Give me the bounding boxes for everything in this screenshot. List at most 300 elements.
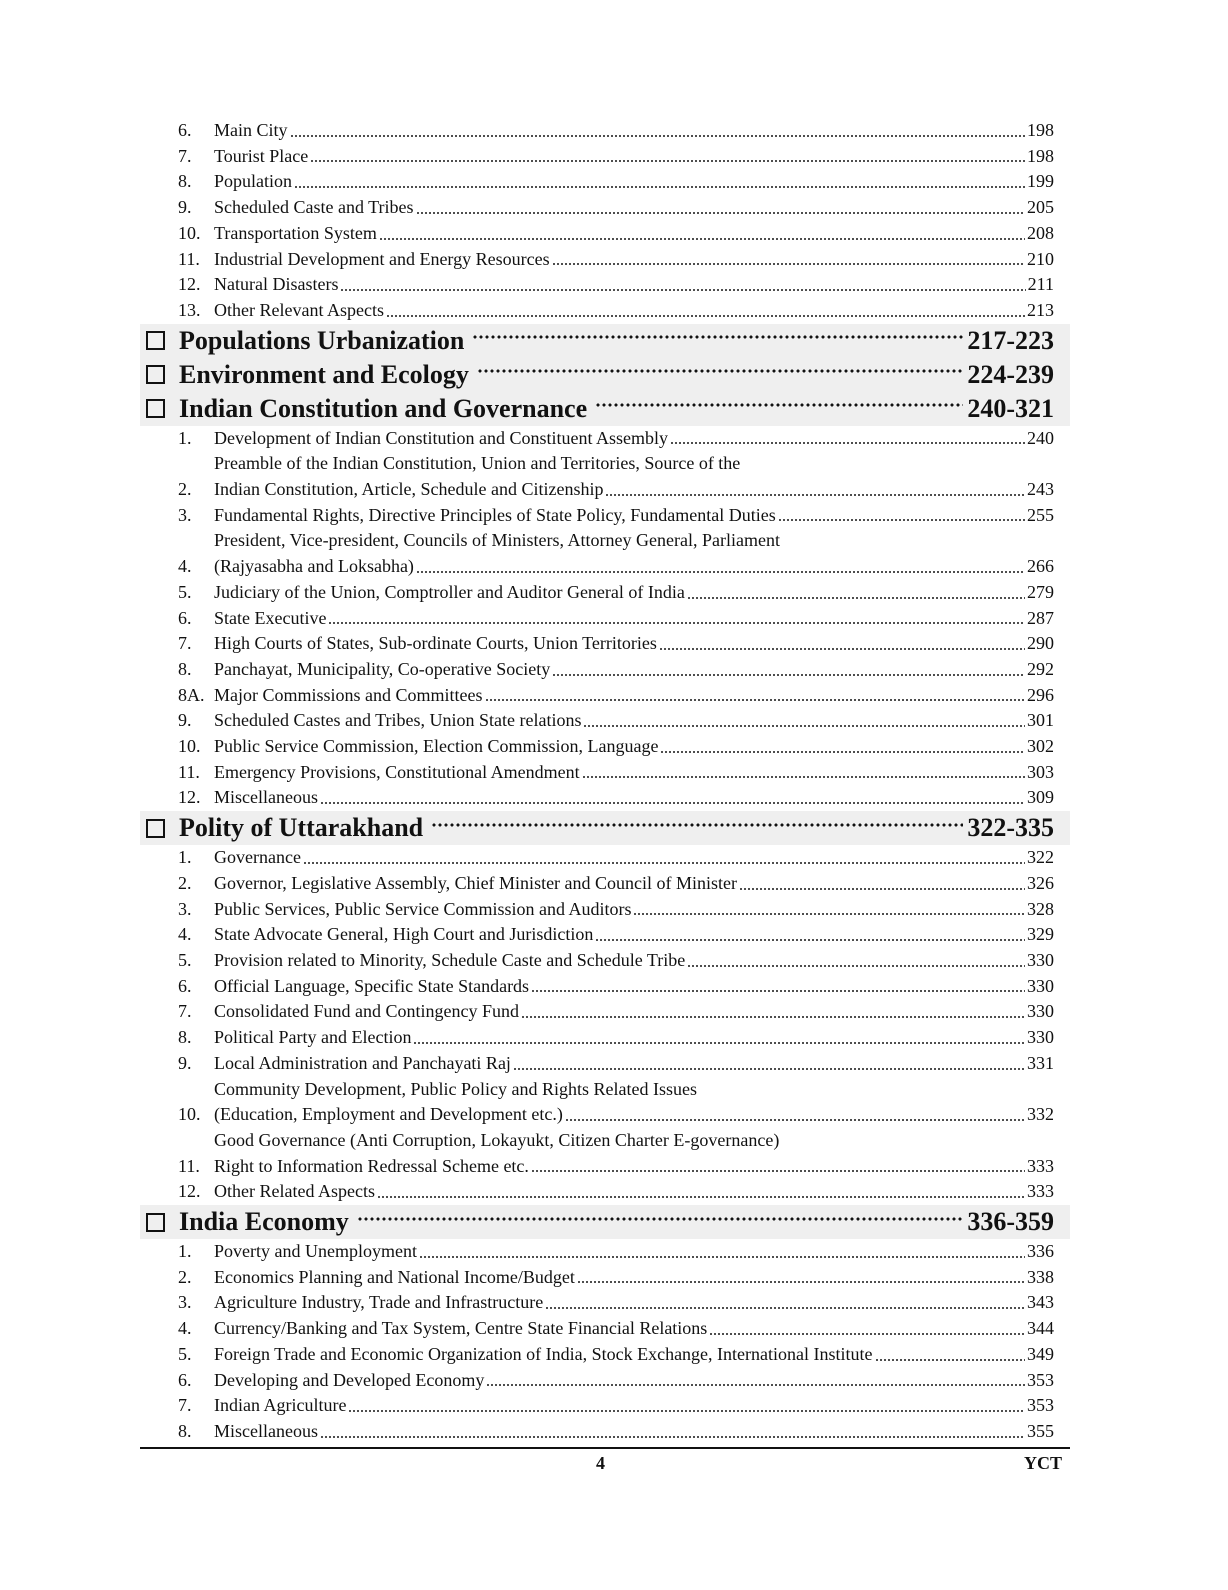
toc-entry xyxy=(140,1025,1070,1051)
entry-body xyxy=(214,1051,1054,1077)
entry-body xyxy=(214,1393,1054,1419)
entry-title: Governor, Legislative Assembly, Chief Minister and Council of Minister xyxy=(214,872,738,893)
leader-dots xyxy=(545,1306,1025,1310)
entry-line xyxy=(214,1368,1054,1394)
entry-page: 211 xyxy=(1027,274,1054,295)
entry-title: Judiciary of the Union, Comptroller and Auditor General of India xyxy=(214,581,685,602)
leader-dots xyxy=(290,134,1025,138)
entry-title: Public Services, Public Service Commission and Auditors xyxy=(214,898,632,919)
entry-line xyxy=(214,118,1054,144)
toc-entry xyxy=(140,221,1070,247)
entry-title: Other Related Aspects xyxy=(214,1181,375,1202)
entry-body xyxy=(214,1239,1054,1265)
entry-body xyxy=(214,221,1054,247)
leader-dots xyxy=(709,1332,1025,1336)
entry-number: 8. xyxy=(178,171,192,192)
entry-title-first-line: Preamble of the Indian Constitution, Union and Territories, Source of the xyxy=(214,453,741,474)
entry-page: 292 xyxy=(1027,658,1054,679)
entry-line xyxy=(214,1290,1054,1316)
entry-page: 333 xyxy=(1027,1181,1054,1202)
entry-number: 13. xyxy=(178,299,201,320)
entry-title: State Executive xyxy=(214,607,327,628)
entry-body xyxy=(214,897,1054,923)
entry-line xyxy=(214,631,1054,657)
toc-section xyxy=(140,811,1070,845)
toc-entry xyxy=(140,1239,1070,1265)
entry-line xyxy=(214,1265,1054,1291)
entry-body xyxy=(214,974,1054,1000)
entry-number: 8. xyxy=(178,1420,192,1441)
entry-line xyxy=(214,1154,1054,1180)
entry-title: High Courts of States, Sub-ordinate Courts, Union Territories xyxy=(214,633,657,654)
entry-body xyxy=(214,683,1054,709)
entry-number: 12. xyxy=(178,1181,201,1202)
entry-body xyxy=(214,708,1054,734)
entry-line xyxy=(214,554,1054,580)
entry-page: 279 xyxy=(1027,581,1054,602)
entry-title: Fundamental Rights, Directive Principles of State Policy, Fundamental Duties xyxy=(214,504,776,525)
entry-number: 8. xyxy=(178,1027,192,1048)
entry-line xyxy=(214,606,1054,632)
leader-dots xyxy=(320,801,1025,805)
entry-page: 330 xyxy=(1027,949,1054,970)
checkbox-square-icon xyxy=(146,331,165,350)
toc-entry xyxy=(140,1290,1070,1316)
leader-dots xyxy=(416,211,1026,215)
entry-page: 330 xyxy=(1027,1001,1054,1022)
toc-section xyxy=(140,1205,1070,1239)
leader-dots xyxy=(303,861,1025,865)
entry-page: 330 xyxy=(1027,975,1054,996)
entry-body xyxy=(214,272,1054,298)
entry-page: 213 xyxy=(1027,299,1054,320)
entry-body xyxy=(214,606,1054,632)
entry-body xyxy=(214,999,1054,1025)
leader-dots xyxy=(552,262,1025,266)
entry-title: Major Commissions and Committees xyxy=(214,684,483,705)
entry-number: 1. xyxy=(178,1241,192,1262)
entry-title: Main City xyxy=(214,120,288,140)
entry-line xyxy=(214,657,1054,683)
entry-body xyxy=(214,760,1054,786)
entry-line xyxy=(214,426,1054,452)
leader-dots xyxy=(582,775,1025,779)
toc-entry xyxy=(140,1316,1070,1342)
entry-body xyxy=(214,195,1054,221)
toc-entry xyxy=(140,922,1070,948)
entry-number: 8A. xyxy=(178,684,205,705)
entry-body xyxy=(214,118,1054,144)
entry-number: 4. xyxy=(178,556,192,577)
entry-body xyxy=(214,1342,1054,1368)
entry-number: 11. xyxy=(178,248,200,269)
entry-title: Foreign Trade and Economic Organization of India, Stock Exchange, International Institute xyxy=(214,1343,873,1364)
entry-number: 11. xyxy=(178,1155,200,1176)
toc-entry xyxy=(140,1128,1070,1179)
toc-entry xyxy=(140,1051,1070,1077)
entry-title: Emergency Provisions, Constitutional Amendment xyxy=(214,761,580,782)
entry-number: 3. xyxy=(178,1292,192,1313)
leader-dots xyxy=(348,1409,1025,1413)
entry-line xyxy=(214,195,1054,221)
leader-dots xyxy=(513,1067,1025,1071)
entry-number: 6. xyxy=(178,607,192,628)
entry-title: Indian Constitution, Article, Schedule and Citizenship xyxy=(214,479,604,500)
entry-title-first-line: Community Development, Public Policy and Rights Related Issues xyxy=(214,1078,697,1099)
toc-entry xyxy=(140,845,1070,871)
entry-number: 2. xyxy=(178,1266,192,1287)
table-of-contents xyxy=(140,118,1070,1445)
entry-page: 255 xyxy=(1027,504,1054,525)
entry-body xyxy=(214,1419,1054,1445)
leader-dots xyxy=(739,887,1025,891)
entry-title: (Education, Employment and Development etc.) xyxy=(214,1104,563,1125)
entry-number: 9. xyxy=(178,1052,192,1073)
entry-title: Other Relevant Aspects xyxy=(214,299,384,320)
toc-entry xyxy=(140,683,1070,709)
entry-title: (Rajyasabha and Loksabha) xyxy=(214,556,414,577)
entry-number: 9. xyxy=(178,710,192,731)
entry-line xyxy=(214,708,1054,734)
entry-body xyxy=(214,1128,1054,1179)
entry-page: 290 xyxy=(1027,633,1054,654)
page-number: 4 xyxy=(596,1453,605,1473)
entry-page: 336 xyxy=(1027,1241,1054,1262)
toc-entry xyxy=(140,528,1070,579)
entry-number: 5. xyxy=(178,581,192,602)
entry-page: 301 xyxy=(1027,710,1054,731)
entry-number: 7. xyxy=(178,633,192,654)
entry-body xyxy=(214,785,1054,811)
section-title: India Economy xyxy=(179,1207,349,1237)
leader-dots xyxy=(320,1435,1025,1439)
entry-body xyxy=(214,169,1054,195)
entry-number: 7. xyxy=(178,145,192,166)
entry-body xyxy=(214,1179,1054,1205)
toc-entry xyxy=(140,169,1070,195)
entry-title: Panchayat, Municipality, Co-operative Society xyxy=(214,658,551,679)
entry-title: Governance xyxy=(214,847,301,868)
toc-entry xyxy=(140,451,1070,502)
leader-dots xyxy=(431,822,963,828)
entry-line xyxy=(214,169,1054,195)
leader-dots xyxy=(386,314,1025,318)
entry-number: 3. xyxy=(178,898,192,919)
toc-entry xyxy=(140,974,1070,1000)
leader-dots xyxy=(565,1118,1025,1122)
leader-dots xyxy=(577,1280,1025,1284)
entry-line xyxy=(214,1316,1054,1342)
entry-line xyxy=(214,503,1054,529)
entry-number: 5. xyxy=(178,1343,192,1364)
toc-entry xyxy=(140,999,1070,1025)
entry-line xyxy=(214,144,1054,170)
entry-line xyxy=(214,1102,1054,1128)
entry-number: 4. xyxy=(178,1318,192,1339)
toc-entry xyxy=(140,144,1070,170)
entry-page: 309 xyxy=(1027,787,1054,808)
entry-line xyxy=(214,922,1054,948)
toc-entry xyxy=(140,631,1070,657)
entry-body xyxy=(214,528,1054,579)
entry-title: Population xyxy=(214,171,293,192)
leader-dots xyxy=(633,912,1025,916)
entry-title: Natural Disasters xyxy=(214,274,339,295)
section-page-range: 217-223 xyxy=(967,325,1054,355)
entry-body xyxy=(214,1077,1054,1128)
entry-page: 338 xyxy=(1027,1266,1054,1287)
entry-number: 9. xyxy=(178,197,192,218)
entry-page: 240 xyxy=(1027,427,1054,448)
entry-title: Provision related to Minority, Schedule Caste and Schedule Tribe xyxy=(214,949,686,970)
entry-page: 210 xyxy=(1027,248,1054,269)
entry-title: State Advocate General, High Court and Jurisdiction xyxy=(214,924,594,945)
toc-entry xyxy=(140,760,1070,786)
entry-title: Developing and Developed Economy xyxy=(214,1369,485,1390)
entry-line xyxy=(214,683,1054,709)
checkbox-square-icon xyxy=(146,1213,165,1232)
entry-title: Scheduled Castes and Tribes, Union State relations xyxy=(214,710,582,731)
leader-dots xyxy=(472,334,963,340)
entry-line xyxy=(214,785,1054,811)
leader-dots xyxy=(659,647,1025,651)
toc-entry xyxy=(140,503,1070,529)
toc-entry xyxy=(140,426,1070,452)
entry-line xyxy=(214,477,1054,503)
leader-dots xyxy=(486,1383,1025,1387)
entry-body xyxy=(214,631,1054,657)
entry-page: 303 xyxy=(1027,761,1054,782)
entry-line xyxy=(214,999,1054,1025)
footer-divider xyxy=(140,1447,1070,1449)
entry-number: 2. xyxy=(178,479,192,500)
entry-title: Miscellaneous xyxy=(214,787,318,808)
toc-entry xyxy=(140,1077,1070,1128)
toc-entry xyxy=(140,708,1070,734)
entry-number: 3. xyxy=(178,504,192,525)
entry-page: 322 xyxy=(1027,847,1054,868)
entry-page: 198 xyxy=(1027,145,1054,166)
toc-entry xyxy=(140,1342,1070,1368)
toc-entry xyxy=(140,1265,1070,1291)
entry-body xyxy=(214,845,1054,871)
entry-number: 10. xyxy=(178,736,201,757)
entry-number: 12. xyxy=(178,787,201,808)
entry-line xyxy=(214,1239,1054,1265)
entry-number: 4. xyxy=(178,924,192,945)
toc-section xyxy=(140,358,1070,392)
entry-number: 11. xyxy=(178,761,200,782)
entry-line xyxy=(214,1393,1054,1419)
entry-body xyxy=(214,144,1054,170)
checkbox-square-icon xyxy=(146,819,165,838)
entry-body xyxy=(214,657,1054,683)
leader-dots xyxy=(379,237,1025,241)
entry-number: 5. xyxy=(178,949,192,970)
entry-line xyxy=(214,1179,1054,1205)
toc-entry xyxy=(140,871,1070,897)
entry-body xyxy=(214,1368,1054,1394)
leader-dots xyxy=(778,518,1025,522)
entry-number: 7. xyxy=(178,1395,192,1416)
entry-title: Political Party and Election xyxy=(214,1027,412,1048)
entry-title: Industrial Development and Energy Resources xyxy=(214,248,550,269)
entry-page: 331 xyxy=(1027,1052,1054,1073)
entry-title: Consolidated Fund and Contingency Fund xyxy=(214,1001,519,1022)
entry-page: 326 xyxy=(1027,872,1054,893)
entry-title: Right to Information Redressal Scheme etc. xyxy=(214,1155,529,1176)
checkbox-square-icon xyxy=(146,365,165,384)
entry-line xyxy=(214,272,1054,298)
entry-line xyxy=(214,974,1054,1000)
entry-title: Indian Agriculture xyxy=(214,1395,347,1416)
leader-dots xyxy=(419,1255,1025,1259)
entry-title: Local Administration and Panchayati Raj xyxy=(214,1052,511,1073)
entry-page: 208 xyxy=(1027,222,1054,243)
toc-entry xyxy=(140,1393,1070,1419)
leader-dots xyxy=(310,159,1025,163)
entry-page: 328 xyxy=(1027,898,1054,919)
entry-number: 7. xyxy=(178,1001,192,1022)
toc-entry xyxy=(140,272,1070,298)
entry-body xyxy=(214,503,1054,529)
section-page-range: 322-335 xyxy=(967,813,1054,843)
entry-title: Public Service Commission, Election Commission, Language xyxy=(214,736,659,757)
leader-dots xyxy=(377,1195,1025,1199)
entry-number: 10. xyxy=(178,1104,201,1125)
toc-entry xyxy=(140,118,1070,144)
entry-body xyxy=(214,734,1054,760)
entry-body xyxy=(214,298,1054,324)
leader-dots xyxy=(583,724,1025,728)
leader-dots xyxy=(413,1041,1025,1045)
entry-title: Tourist Place xyxy=(214,145,309,166)
entry-page: 355 xyxy=(1027,1420,1054,1441)
entry-page: 266 xyxy=(1027,556,1054,577)
publisher-brand: YCT xyxy=(1024,1453,1063,1473)
entry-line xyxy=(214,845,1054,871)
leader-dots xyxy=(660,750,1025,754)
entry-title: Development of Indian Constitution and Constituent Assembly xyxy=(214,427,668,448)
leader-dots xyxy=(552,673,1025,677)
toc-entry xyxy=(140,657,1070,683)
entry-line xyxy=(214,298,1054,324)
entry-page: 302 xyxy=(1027,736,1054,757)
toc-entry xyxy=(140,1368,1070,1394)
entry-line xyxy=(214,1025,1054,1051)
entry-page: 332 xyxy=(1027,1104,1054,1125)
entry-title: Scheduled Caste and Tribes xyxy=(214,197,414,218)
section-page-range: 336-359 xyxy=(967,1207,1054,1237)
toc-section xyxy=(140,392,1070,426)
entry-title: Agriculture Industry, Trade and Infrastructure xyxy=(214,1292,544,1313)
entry-title-first-line: Good Governance (Anti Corruption, Lokayukt, Citizen Charter E-governance) xyxy=(214,1129,780,1150)
leader-dots xyxy=(531,1169,1025,1173)
entry-page: 205 xyxy=(1027,197,1054,218)
entry-number: 2. xyxy=(178,872,192,893)
toc-section xyxy=(140,324,1070,358)
entry-number: 1. xyxy=(178,847,192,868)
entry-page: 353 xyxy=(1027,1395,1054,1416)
entry-line xyxy=(214,221,1054,247)
entry-title-first-line: President, Vice-president, Councils of Ministers, Attorney General, Parliament xyxy=(214,530,780,551)
section-title: Populations Urbanization xyxy=(179,325,465,355)
entry-line xyxy=(214,1419,1054,1445)
section-title: Indian Constitution and Governance xyxy=(179,393,588,423)
entry-body xyxy=(214,426,1054,452)
leader-dots xyxy=(294,185,1025,189)
entry-line xyxy=(214,247,1054,273)
entry-title: Transportation System xyxy=(214,222,377,243)
entry-page: 344 xyxy=(1027,1318,1054,1339)
entry-line xyxy=(214,1051,1054,1077)
entry-body xyxy=(214,580,1054,606)
leader-dots xyxy=(687,964,1025,968)
leader-dots xyxy=(485,698,1026,702)
leader-dots xyxy=(687,596,1025,600)
entry-body xyxy=(214,451,1054,502)
entry-page: 343 xyxy=(1027,1292,1054,1313)
toc-entry xyxy=(140,195,1070,221)
toc-entry xyxy=(140,1179,1070,1205)
toc-entry xyxy=(140,580,1070,606)
leader-dots xyxy=(605,493,1025,497)
entry-page: 199 xyxy=(1027,171,1054,192)
entry-body xyxy=(214,1265,1054,1291)
entry-body xyxy=(214,948,1054,974)
entry-title: Currency/Banking and Tax System, Centre State Financial Relations xyxy=(214,1318,708,1339)
toc-entry xyxy=(140,1419,1070,1445)
leader-dots xyxy=(595,938,1025,942)
leader-dots xyxy=(531,989,1025,993)
entry-page: 353 xyxy=(1027,1369,1054,1390)
entry-body xyxy=(214,1290,1054,1316)
entry-title: Miscellaneous xyxy=(214,1420,318,1441)
leader-dots xyxy=(875,1358,1025,1362)
entry-line xyxy=(214,948,1054,974)
section-title: Polity of Uttarakhand xyxy=(179,813,424,843)
entry-line xyxy=(214,580,1054,606)
entry-number: 1. xyxy=(178,427,192,448)
checkbox-square-icon xyxy=(146,399,165,418)
entry-page: 243 xyxy=(1027,479,1054,500)
toc-entry xyxy=(140,606,1070,632)
toc-entry xyxy=(140,897,1070,923)
entry-number: 6. xyxy=(178,1369,192,1390)
entry-body xyxy=(214,1316,1054,1342)
entry-number: 6. xyxy=(178,120,192,140)
entry-body xyxy=(214,1025,1054,1051)
entry-line xyxy=(214,871,1054,897)
entry-line xyxy=(214,734,1054,760)
section-title: Environment and Ecology xyxy=(179,359,469,389)
leader-dots xyxy=(328,621,1025,625)
entry-title: Economics Planning and National Income/Budget xyxy=(214,1266,575,1287)
section-page-range: 240-321 xyxy=(967,393,1054,423)
entry-line xyxy=(214,897,1054,923)
entry-number: 8. xyxy=(178,658,192,679)
toc-entry xyxy=(140,948,1070,974)
entry-page: 333 xyxy=(1027,1155,1054,1176)
toc-entry xyxy=(140,734,1070,760)
entry-title: Official Language, Specific State Standards xyxy=(214,975,530,996)
leader-dots xyxy=(595,402,963,408)
entry-line xyxy=(214,1342,1054,1368)
leader-dots xyxy=(521,1015,1025,1019)
leader-dots xyxy=(340,288,1025,292)
entry-page: 296 xyxy=(1027,684,1054,705)
entry-page: 349 xyxy=(1027,1343,1054,1364)
